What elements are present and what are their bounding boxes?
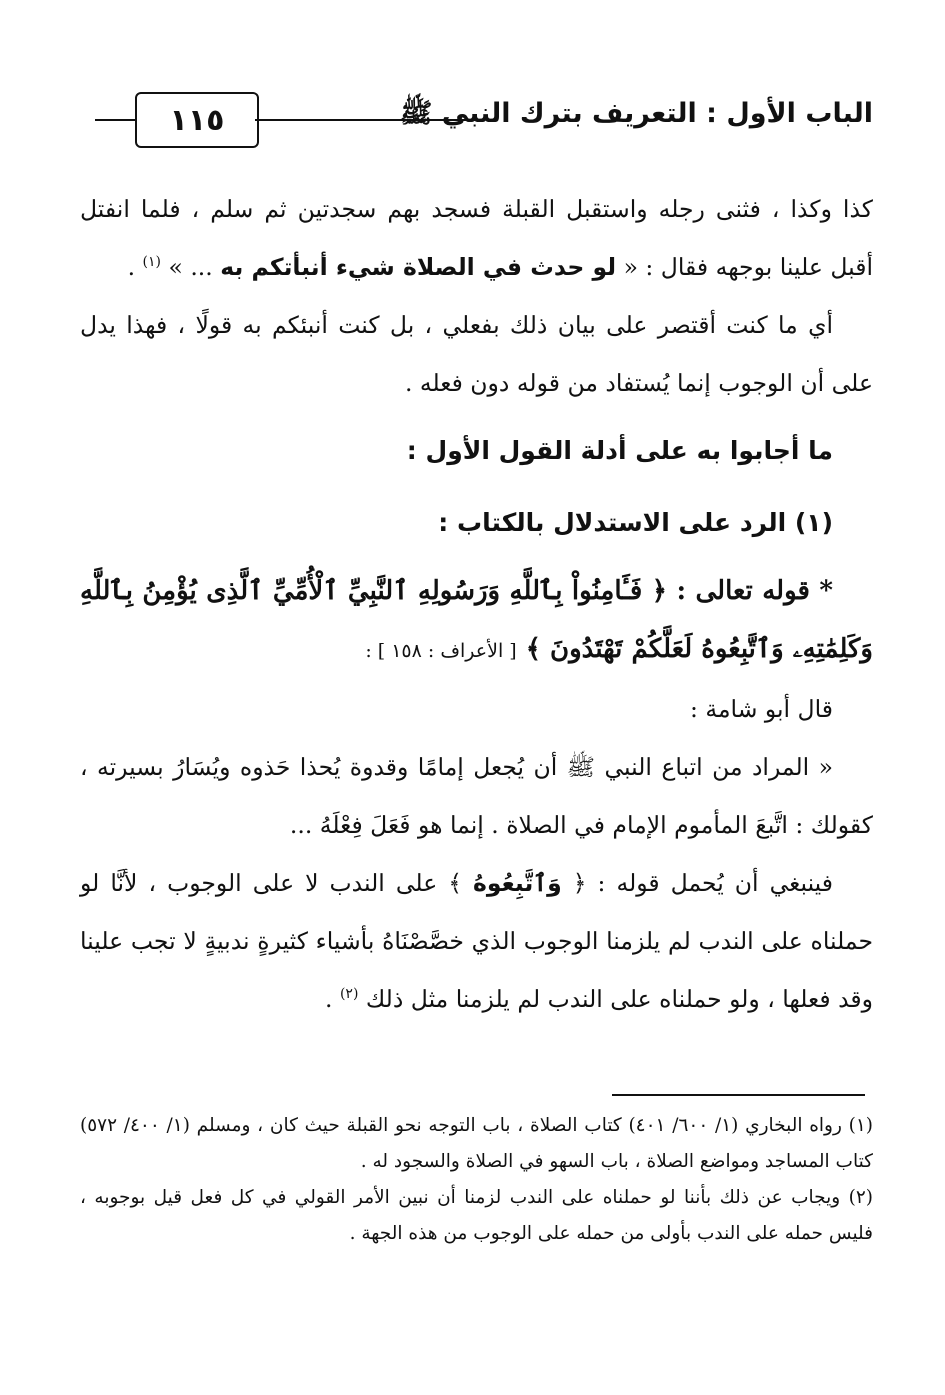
footnote-2: (٢) ويجاب عن ذلك بأننا لو حملناه على الندب لزمنا أن نبين الأمر القولي في كل فعل قيل بوجوبه ، فليس حمله على الندب بأولى من حمله على الوجوب من هذه الجهة .: [80, 1187, 873, 1244]
verse-text: فَـَٔامِنُواْ بِٱللَّهِ وَرَسُولِهِ ٱلنَّبِيِّ ٱلْأُمِّيِّ ٱلَّذِى يُؤْمِنُ بِٱللَّهِ وَكَلِمَٰتِهِۦ وَٱتَّبِعُوهُ لَعَلَّكُمْ تَهْتَدُونَ: [80, 576, 873, 664]
paragraph-1-end: ... »: [161, 253, 221, 281]
paragraph-5-a: فينبغي أن يُحمل قوله : ﴿: [561, 869, 834, 897]
verse-close: ﴾: [516, 634, 551, 664]
main-text: [80, 180, 873, 1028]
chapter-title: الباب الأول : التعريف بترك النبي ﷺ: [399, 98, 873, 129]
paragraph-5-b: ﴾ على الندب لا على الوجوب ، لأنَّا لو حملناه على الندب لم يلزمنا الوجوب الذي خصَّصْنَاهُ بأشياء كثيرةٍ ندبيةٍ لا تجب علينا وقد فعلها ، ولو حملناه على الندب لم يلزمنا مثل ذلك: [80, 869, 873, 1013]
quran-verse: [80, 562, 873, 680]
verse-reference: [ الأعراف : ١٥٨ ]: [377, 640, 517, 662]
verse-intro: * قوله تعالى : ﴿: [642, 576, 834, 606]
paragraph-5: [80, 854, 873, 1028]
footnote-1: (١) رواه البخاري (١/ ٦٠٠/ ٤٠١) كتاب الصلاة ، باب التوجه نحو القبلة حيث كان ، ومسلم (١/ ٤٠٠/ ٥٧٢) كتاب المساجد ومواضع الصلاة ، باب السهو في الصلاة والسجود له .: [80, 1115, 873, 1172]
page-number: [135, 92, 259, 148]
page-header: [95, 88, 873, 154]
paragraph-1: [80, 180, 873, 296]
footnote-ref-1: (١): [142, 254, 162, 271]
paragraph-1-dot: .: [127, 253, 143, 281]
footnote-ref-2: (٢): [339, 986, 359, 1003]
page-number-text: ١١٥: [169, 102, 225, 138]
abu-shama-quote: « المراد من اتباع النبي ﷺ أن يُجعل إمامًا وقدوة يُحذا حَذوه ويُسَارُ بسيرته ، كقولك : اتَّبعَ المأموم الإمام في الصلاة . إنما هو فَعَلَ فِعْلَهُ ...: [80, 753, 873, 839]
subsection-heading: (١) الرد على الاستدلال بالكتاب :: [438, 508, 833, 537]
hadith-quote: لو حدث في الصلاة شيء أنبأتكم به: [220, 253, 617, 281]
paragraph-2: أي ما كنت أقتصر على بيان ذلك بفعلي ، بل كنت أنبئكم به قولًا ، فهذا يدل على أن الوجوب إنما يُستفاد من قوله دون فعله .: [80, 311, 873, 397]
section-heading: ما أجابوا به على أدلة القول الأول :: [406, 436, 833, 465]
paragraph-1-text: كذا وكذا ، فثنى رجله واستقبل القبلة فسجد بهم سجدتين ثم سلم ، فلما انفتل أقبل علينا بوجهه فقال : «: [80, 195, 873, 281]
paragraph-3: قال أبو شامة :: [689, 695, 833, 723]
footnote-separator: [612, 1094, 865, 1096]
footnotes: [80, 1108, 873, 1252]
header-rule-left: [95, 119, 135, 121]
paragraph-5-dot: .: [324, 985, 340, 1013]
verse-colon: :: [365, 640, 378, 662]
paragraph-5-word: وَٱتَّبِعُوهُ: [473, 869, 562, 897]
